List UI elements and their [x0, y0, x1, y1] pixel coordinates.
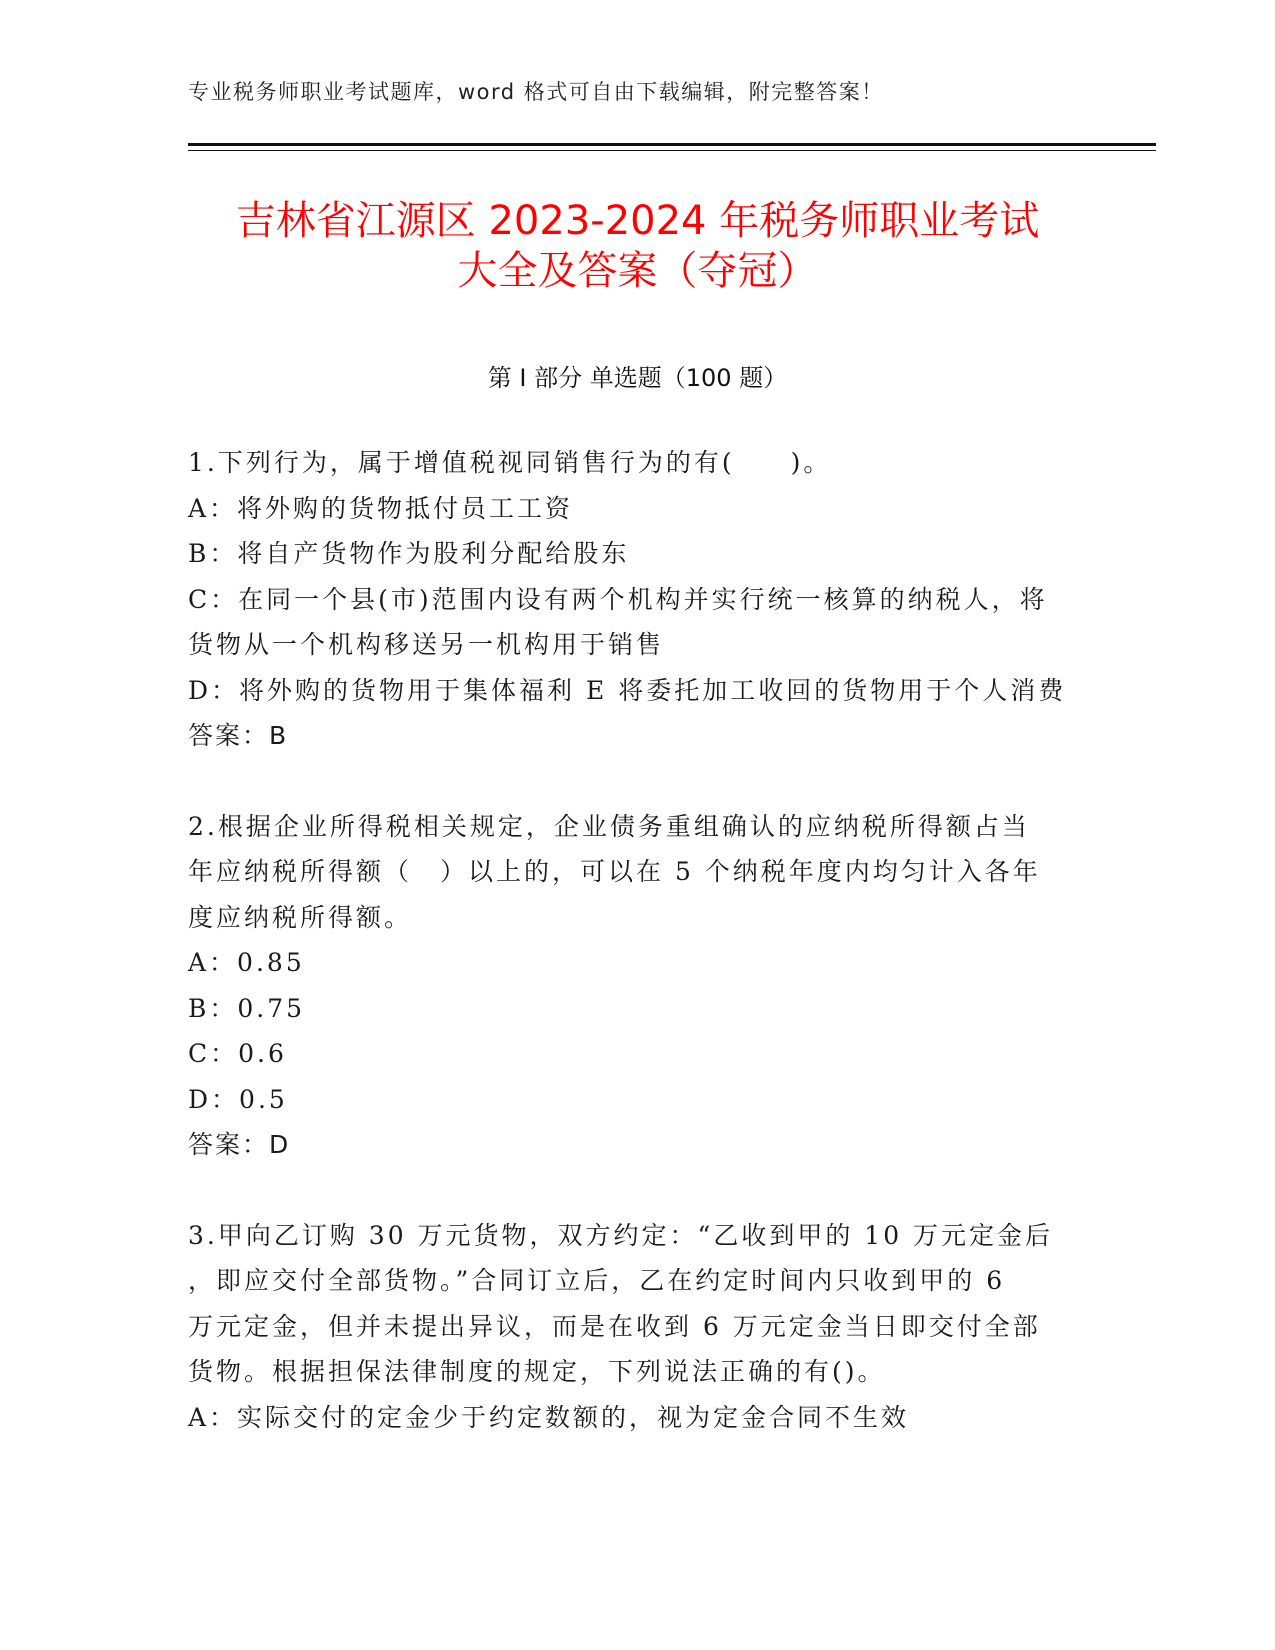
question-line: 2.根据企业所得税相关规定，企业债务重组确认的应纳税所得额占当 [188, 811, 1030, 841]
option-line: D：0.5 [188, 1084, 288, 1114]
question-line: ，即应交付全部货物。”合同订立后，乙在约定时间内只收到甲的 6 [188, 1266, 1006, 1295]
option-line: A：0.85 [188, 948, 305, 977]
question-line: 年应纳税所得额（ ）以上的，可以在 5 个纳税年度内均匀计入各年 [188, 857, 1041, 886]
header-rule-thin [188, 150, 1156, 151]
option-line: B：将自产货物作为股利分配给股东 [188, 539, 630, 568]
question-line: 货物。根据担保法律制度的规定，下列说法正确的有()。 [188, 1357, 886, 1386]
question-line: 1.下列行为，属于增值税视同销售行为的有( )。 [188, 448, 832, 477]
question-2 [188, 804, 1088, 1168]
title-line-1: 吉林省江源区 2023-2024 年税务师职业考试 [235, 198, 1040, 244]
title-line-2: 大全及答案（夺冠） [457, 248, 818, 294]
answer-line: 答案：D [188, 1130, 291, 1159]
option-line: A：将外购的货物抵付员工工资 [188, 493, 574, 523]
question-1 [188, 440, 1088, 759]
document-title [150, 196, 1125, 296]
option-line: C：在同一个县(市)范围内设有两个机构并实行统一核算的纳税人，将 [188, 584, 1048, 614]
option-line: A：实际交付的定金少于约定数额的，视为定金合同不生效 [188, 1402, 910, 1432]
header-rule-thick [188, 143, 1156, 146]
question-line: 万元定金，但并未提出异议，而是在收到 6 万元定金当日即交付全部 [188, 1311, 1041, 1341]
question-3 [188, 1213, 1088, 1441]
section-title: 第 I 部分 单选题（100 题） [487, 364, 788, 392]
option-line: 货物从一个机构移送另一机构用于销售 [188, 630, 665, 659]
question-list [188, 440, 1088, 1440]
option-line: D：将外购的货物用于集体福利 E 将委托加工收回的货物用于个人消费 [188, 675, 1067, 705]
question-line: 3.甲向乙订购 30 万元货物，双方约定：“乙收到甲的 10 万元定金后 [188, 1220, 1054, 1250]
option-line: B：0.75 [188, 993, 306, 1023]
page-header-text: 专业税务师职业考试题库，word 格式可自由下载编辑，附完整答案！ [188, 80, 884, 104]
question-line: 度应纳税所得额。 [188, 902, 413, 932]
option-line: C：0.6 [188, 1039, 287, 1068]
answer-line: 答案：B [188, 721, 289, 750]
